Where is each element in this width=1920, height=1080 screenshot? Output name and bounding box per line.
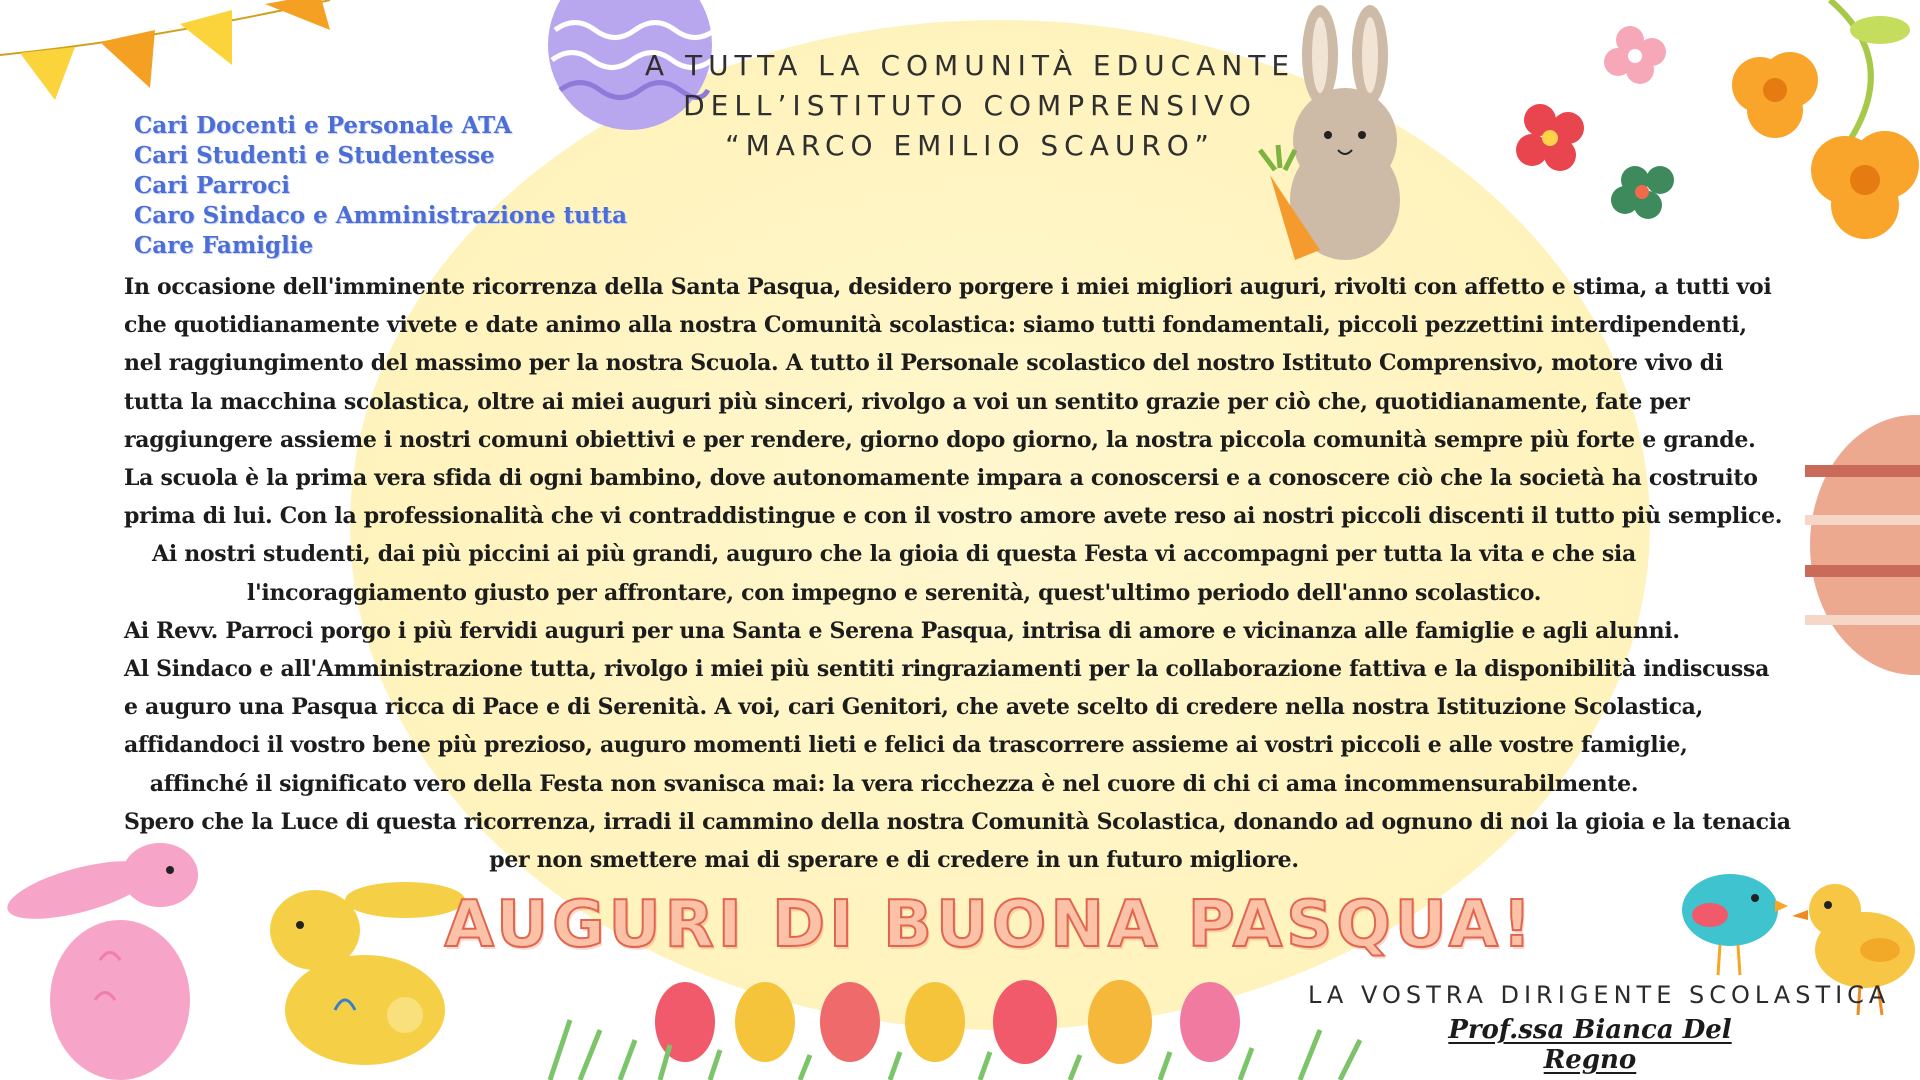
body-line: che quotidianamente vivete e date animo alla nostra Comunità scolastica: siamo tutti fondamentali, piccoli pezzettini interdipendenti, bbox=[124, 312, 1747, 339]
body-line: In occasione dell'imminente ricorrenza della Santa Pasqua, desidero porgere i miei migliori auguri, rivolti con affetto e stima, a tutti voi bbox=[124, 274, 1772, 300]
auguri-title: AUGURI DI BUONA PASQUA! bbox=[444, 888, 1536, 962]
body-line: affidandoci il vostro bene più prezioso, auguro momenti lieti e felici da trascorrere assieme ai vostri piccoli e alle vostre famiglie, bbox=[124, 732, 1688, 759]
letter-body bbox=[124, 268, 1791, 879]
signature-role: LA VOSTRA DIRIGENTE SCOLASTICA bbox=[1308, 981, 1891, 1009]
greeting-teachers: Cari Docenti e Personale ATA bbox=[134, 112, 512, 139]
body-line: l'incoraggiamento giusto per affrontare, con impegno e serenità, quest'ultimo periodo dell'anno scolastico. bbox=[246, 579, 1542, 606]
greetings-list bbox=[134, 111, 627, 261]
body-line: e auguro una Pasqua ricca di Pace e di Serenità. A voi, cari Genitori, che avete scelto di credere nella nostra Istituzione Scolastica, bbox=[124, 694, 1703, 721]
greeting-mayor: Caro Sindaco e Amministrazione tutta bbox=[134, 202, 628, 229]
header-line-1: A TUTTA LA COMUNITÀ EDUCANTE bbox=[644, 49, 1296, 82]
body-line: raggiungere assieme i nostri comuni obiettivi e per rendere, giorno dopo giorno, la nostra piccola comunità sempre più forte e grande. bbox=[124, 426, 1756, 453]
body-line: Ai Revv. Parroci porgo i più fervidi auguri per una Santa e Serena Pasqua, intrisa di amore e vicinanza alle famiglie e agli alunni. bbox=[124, 617, 1680, 644]
body-line: Ai nostri studenti, dai più piccini ai più grandi, auguro che la gioia di questa Festa vi accompagni per tutta la vita e che sia bbox=[152, 541, 1636, 568]
signature-name: Prof.ssa Bianca Del Regno bbox=[1448, 1015, 1732, 1075]
greeting-families: Care Famiglie bbox=[134, 232, 314, 259]
header-line-3: “MARCO EMILIO SCAURO” bbox=[725, 129, 1215, 162]
body-line: per non smettere mai di sperare e di credere in un futuro migliore. bbox=[489, 847, 1299, 874]
body-line: affinché il significato vero della Festa non svanisca mai: la vera ricchezza è nel cuore di chi ci ama incommensurabilmente. bbox=[149, 770, 1639, 797]
body-line: nel raggiungimento del massimo per la nostra Scuola. A tutto il Personale scolastico del nostro Istituto Comprensivo, motore vivo di bbox=[124, 350, 1723, 377]
greeting-students: Cari Studenti e Studentesse bbox=[134, 142, 495, 169]
body-line: Al Sindaco e all'Amministrazione tutta, rivolgo i miei più sentiti ringraziamenti per la collaborazione fattiva e la disponibilità indiscussa bbox=[124, 656, 1770, 683]
easter-eggs-in-grass-icon bbox=[540, 960, 1370, 1080]
flowers-icon bbox=[1500, 0, 1920, 260]
header-title bbox=[560, 46, 1380, 166]
blue-bird-icon bbox=[1670, 870, 1790, 980]
body-line: Spero che la Luce di questa ricorrenza, irradi il cammino della nostra Comunità Scolastica, donando ad ognuno di noi la gioia e la tenacia bbox=[124, 808, 1791, 835]
body-line: prima di lui. Con la professionalità che vi contraddistingue e con il vostro amore avete reso ai nostri piccoli discenti il tutto più semplice. bbox=[124, 503, 1783, 530]
bunting-flags-icon bbox=[0, 0, 340, 110]
body-line: La scuola è la prima vera sfida di ogni bambino, dove autonomamente impara a conoscersi e a conoscere ciò che la società ha costruito bbox=[124, 465, 1758, 492]
striped-easter-egg-icon bbox=[1805, 415, 1920, 675]
header-line-2: DELL’ISTITUTO COMPRENSIVO bbox=[683, 89, 1257, 122]
body-line: tutta la macchina scolastica, oltre ai miei auguri più sinceri, rivolgo a voi un sentito grazie per ciò che, quotidianamente, fate per bbox=[124, 388, 1690, 415]
greeting-priests: Cari Parroci bbox=[134, 172, 290, 199]
